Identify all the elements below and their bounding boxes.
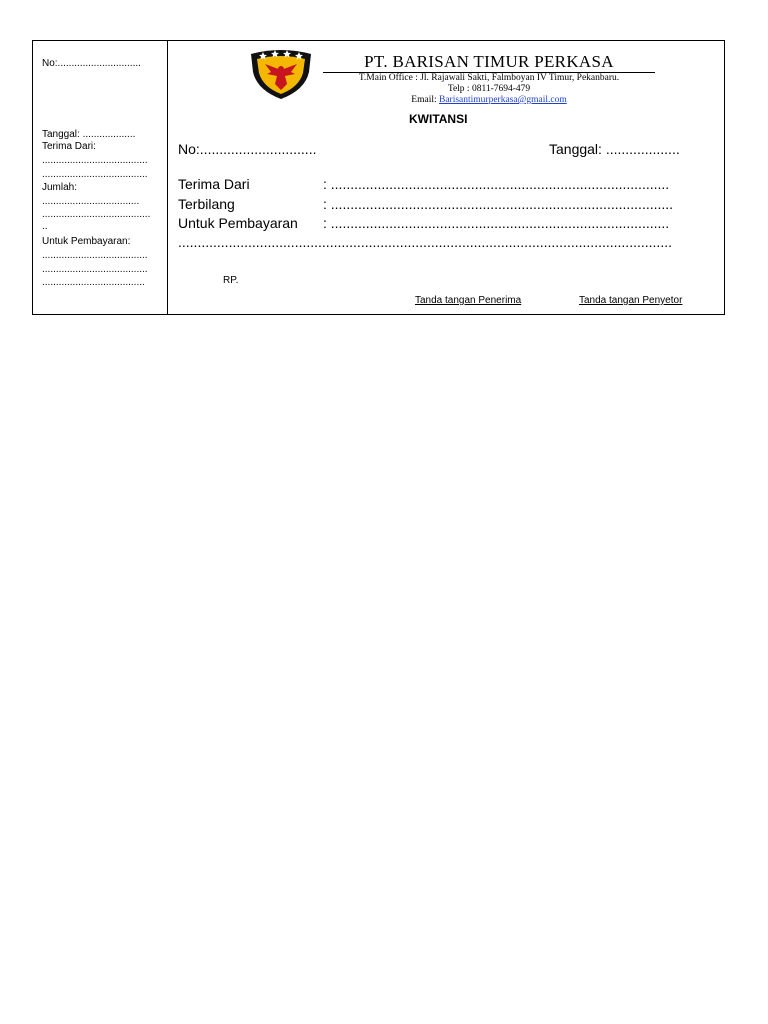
stub-jumlah-line: .. (42, 221, 48, 232)
field-terbilang-label: Terbilang (178, 196, 235, 212)
company-email (319, 95, 659, 106)
amount-rp-label: RP. (223, 275, 239, 286)
receipt-stub (33, 41, 168, 314)
company-email-label: Email: (411, 95, 437, 105)
signature-penyetor: Tanda tangan Penyetor (579, 295, 683, 306)
receipt-form (32, 40, 725, 315)
company-email-link[interactable]: Barisantimurperkasa@gmail.com (438, 95, 567, 105)
field-terbilang-value: : ........................................................................................ (323, 196, 674, 212)
stub-untuk-pembayaran-label: Untuk Pembayaran: (42, 236, 131, 247)
stub-jumlah-line: ....................................... (42, 209, 151, 220)
stub-jumlah-label: Jumlah: (42, 182, 78, 193)
company-phone: Telp : 0811-7694-479 (447, 84, 531, 94)
stub-terima-dari-label: Terima Dari: (42, 141, 96, 152)
stub-untuk-pembayaran-line: ...................................... (42, 264, 148, 275)
company-shield-logo-icon (249, 48, 313, 100)
signature-penerima: Tanda tangan Penerima (415, 295, 522, 306)
company-header (319, 53, 659, 106)
stub-no: No:.............................. (42, 58, 141, 69)
field-no: No:.............................. (178, 141, 317, 157)
company-address: T.Main Office : Jl. Rajawali Sakti, Falmboyan IV Timur, Pekanbaru. (358, 73, 620, 83)
field-untuk-pembayaran-value: : ....................................................................................... (323, 215, 670, 231)
document-title: KWITANSI (409, 112, 468, 126)
receipt-main (169, 41, 724, 314)
stub-untuk-pembayaran-line: ..................................... (42, 277, 145, 288)
field-extra-line: ............................................................................................................................... (178, 234, 672, 250)
stub-untuk-pembayaran-line: ...................................... (42, 250, 148, 261)
stub-terima-dari-line: ...................................... (42, 155, 148, 166)
stub-jumlah-line: ................................... (42, 196, 140, 207)
field-terima-dari-label: Terima Dari (178, 176, 250, 192)
field-untuk-pembayaran-label: Untuk Pembayaran (178, 215, 298, 231)
field-tanggal: Tanggal: ................... (549, 141, 680, 157)
company-name: PT. BARISAN TIMUR PERKASA (364, 52, 614, 71)
field-terima-dari-value: : ....................................................................................... (323, 176, 670, 192)
stub-terima-dari-line: ...................................... (42, 169, 148, 180)
stub-tanggal: Tanggal: ................... (42, 129, 136, 140)
